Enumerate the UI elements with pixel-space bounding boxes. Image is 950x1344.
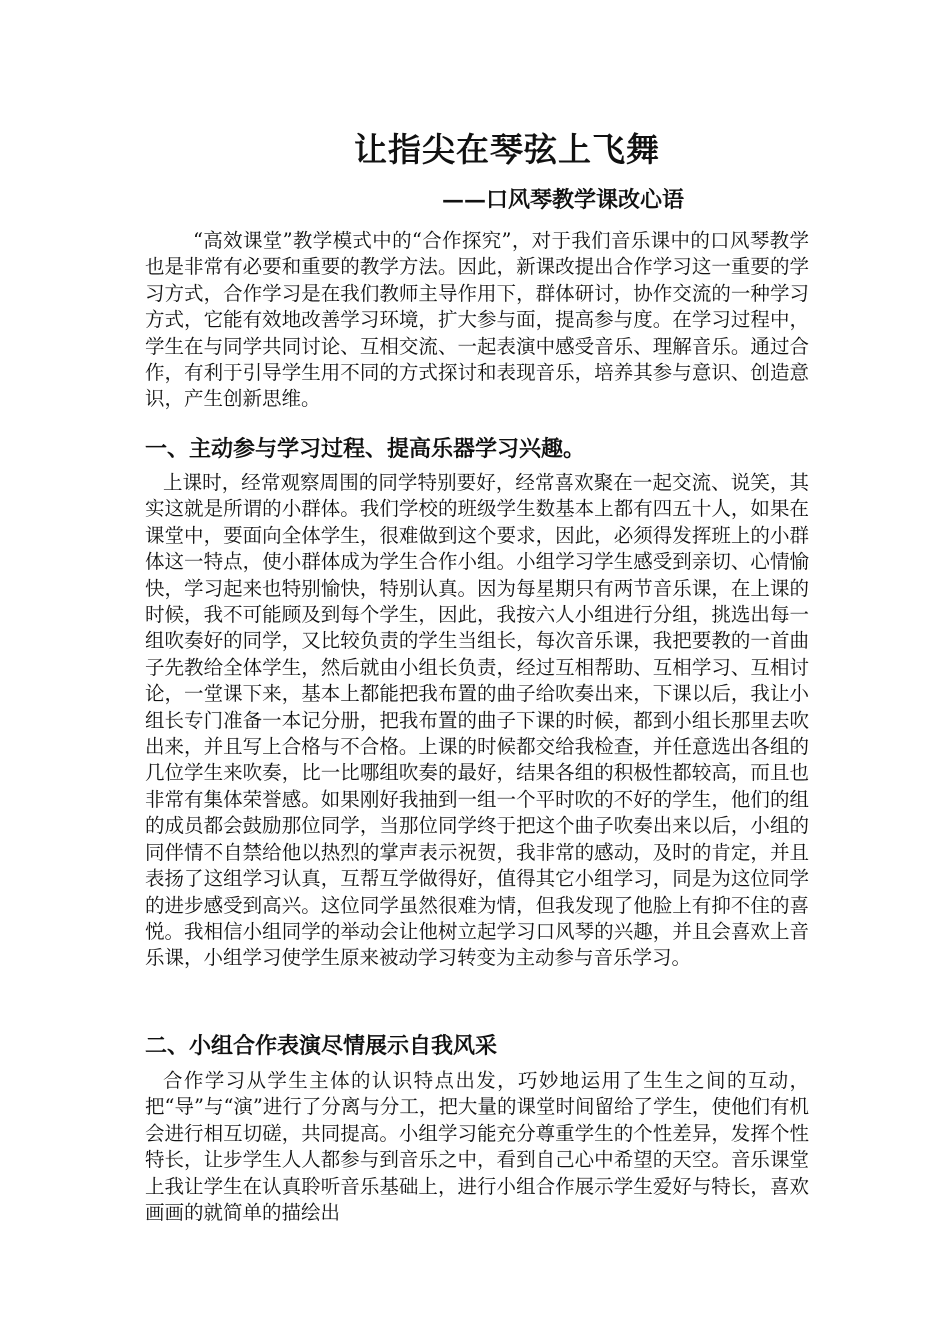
section-1-paragraph: 上课时，经常观察周围的同学特别要好，经常喜欢聚在一起交流、说笑，其实这就是所谓的小群体。我们学校的班级学生数基本上都有四五十人，如果在课堂中，要面向全体学生，很难做到这个要求，因此，必须得发挥班上的小群体这一特点，使小群体成为学生合作小组。小组学习学生感受到亲切、心情愉快，学习起来也特别愉快，特别认真。因为每星期只有两节音乐课，在上课的时候，我不可能顾及到每个学生，因此，我按六人小组进行分组，挑选出每一组吹奏好的同学，又比较负责的学生当组长，每次音乐课，我把要教的一首曲子先教给全体学生，然后就由小组长负责，经过互相帮助、互相学习、互相讨论，一堂课下来，基本上都能把我布置的曲子给吹奏出来，下课以后，我让小组长专门准备一本记分册，把我布置的曲子下课的时候，都到小组长那里去吹出来，并且写上合格与不合格。上课的时候都交给我检查，并任意选出各组的几位学生来吹奏，比一比哪组吹奏的最好，结果各组的积极性都较高，而且也非常有集体荣誉感。如果刚好我抽到一组一个平时吹的不好的学生，他们的组的成员都会鼓励那位同学，当那位同学终于把这个曲子吹奏出来以后，小组的同伴情不自禁给他以热烈的掌声表示祝贺，我非常的感动，及时的肯定，并且表扬了这组学习认真，互帮互学做得好，值得其它小组学习，同是为这位同学的进步感受到高兴。这位同学虽然很难为情，但我发现了他脸上有抑不住的喜悦。我相信小组同学的举动会让他树立起学习口风琴的兴趣，并且会喜欢上音乐课，小组学习使学生原来被动学习转变为主动参与音乐学习。 xyxy=(145,471,809,970)
document-title: 让指尖在琴弦上飞舞 xyxy=(354,130,660,169)
section-2-paragraph: 合作学习从学生主体的认识特点出发，巧妙地运用了生生之间的互动，把“导”与“演”进行了分离与分工，把大量的课堂时间留给了学生，使他们有机会进行相互切磋，共同提高。小组学习能充分尊重学生的个性差异，发挥个性特长，让步学生人人都参与到音乐之中，看到自己心中希望的天空。音乐课堂上我让学生在认真聆听音乐基础上，进行小组合作展示学生爱好与特长，喜欢画画的就简单的描绘出 xyxy=(145,1069,809,1225)
section-1-heading: 一、主动参与学习过程、提高乐器学习兴趣。 xyxy=(145,436,586,462)
section-2-heading: 二、小组合作表演尽情展示自我风采 xyxy=(145,1033,498,1059)
intro-paragraph: “高效课堂”教学模式中的“合作探究”，对于我们音乐课中的口风琴教学也是非常有必要和重要的教学方法。因此，新课改提出合作学习这一重要的学习方式，合作学习是在我们教师主导作用下，群体研讨，协作交流的一种学习方式，它能有效地改善学习环境，扩大参与面，提高参与度。在学习过程中，学生在与同学共同讨论、互相交流、一起表演中感受音乐、理解音乐。通过合作，有利于引导学生用不同的方式探讨和表现音乐，培养其参与意识、创造意识，产生创新思维。 xyxy=(145,229,809,411)
document-subtitle: ——口风琴教学课改心语 xyxy=(442,187,685,213)
